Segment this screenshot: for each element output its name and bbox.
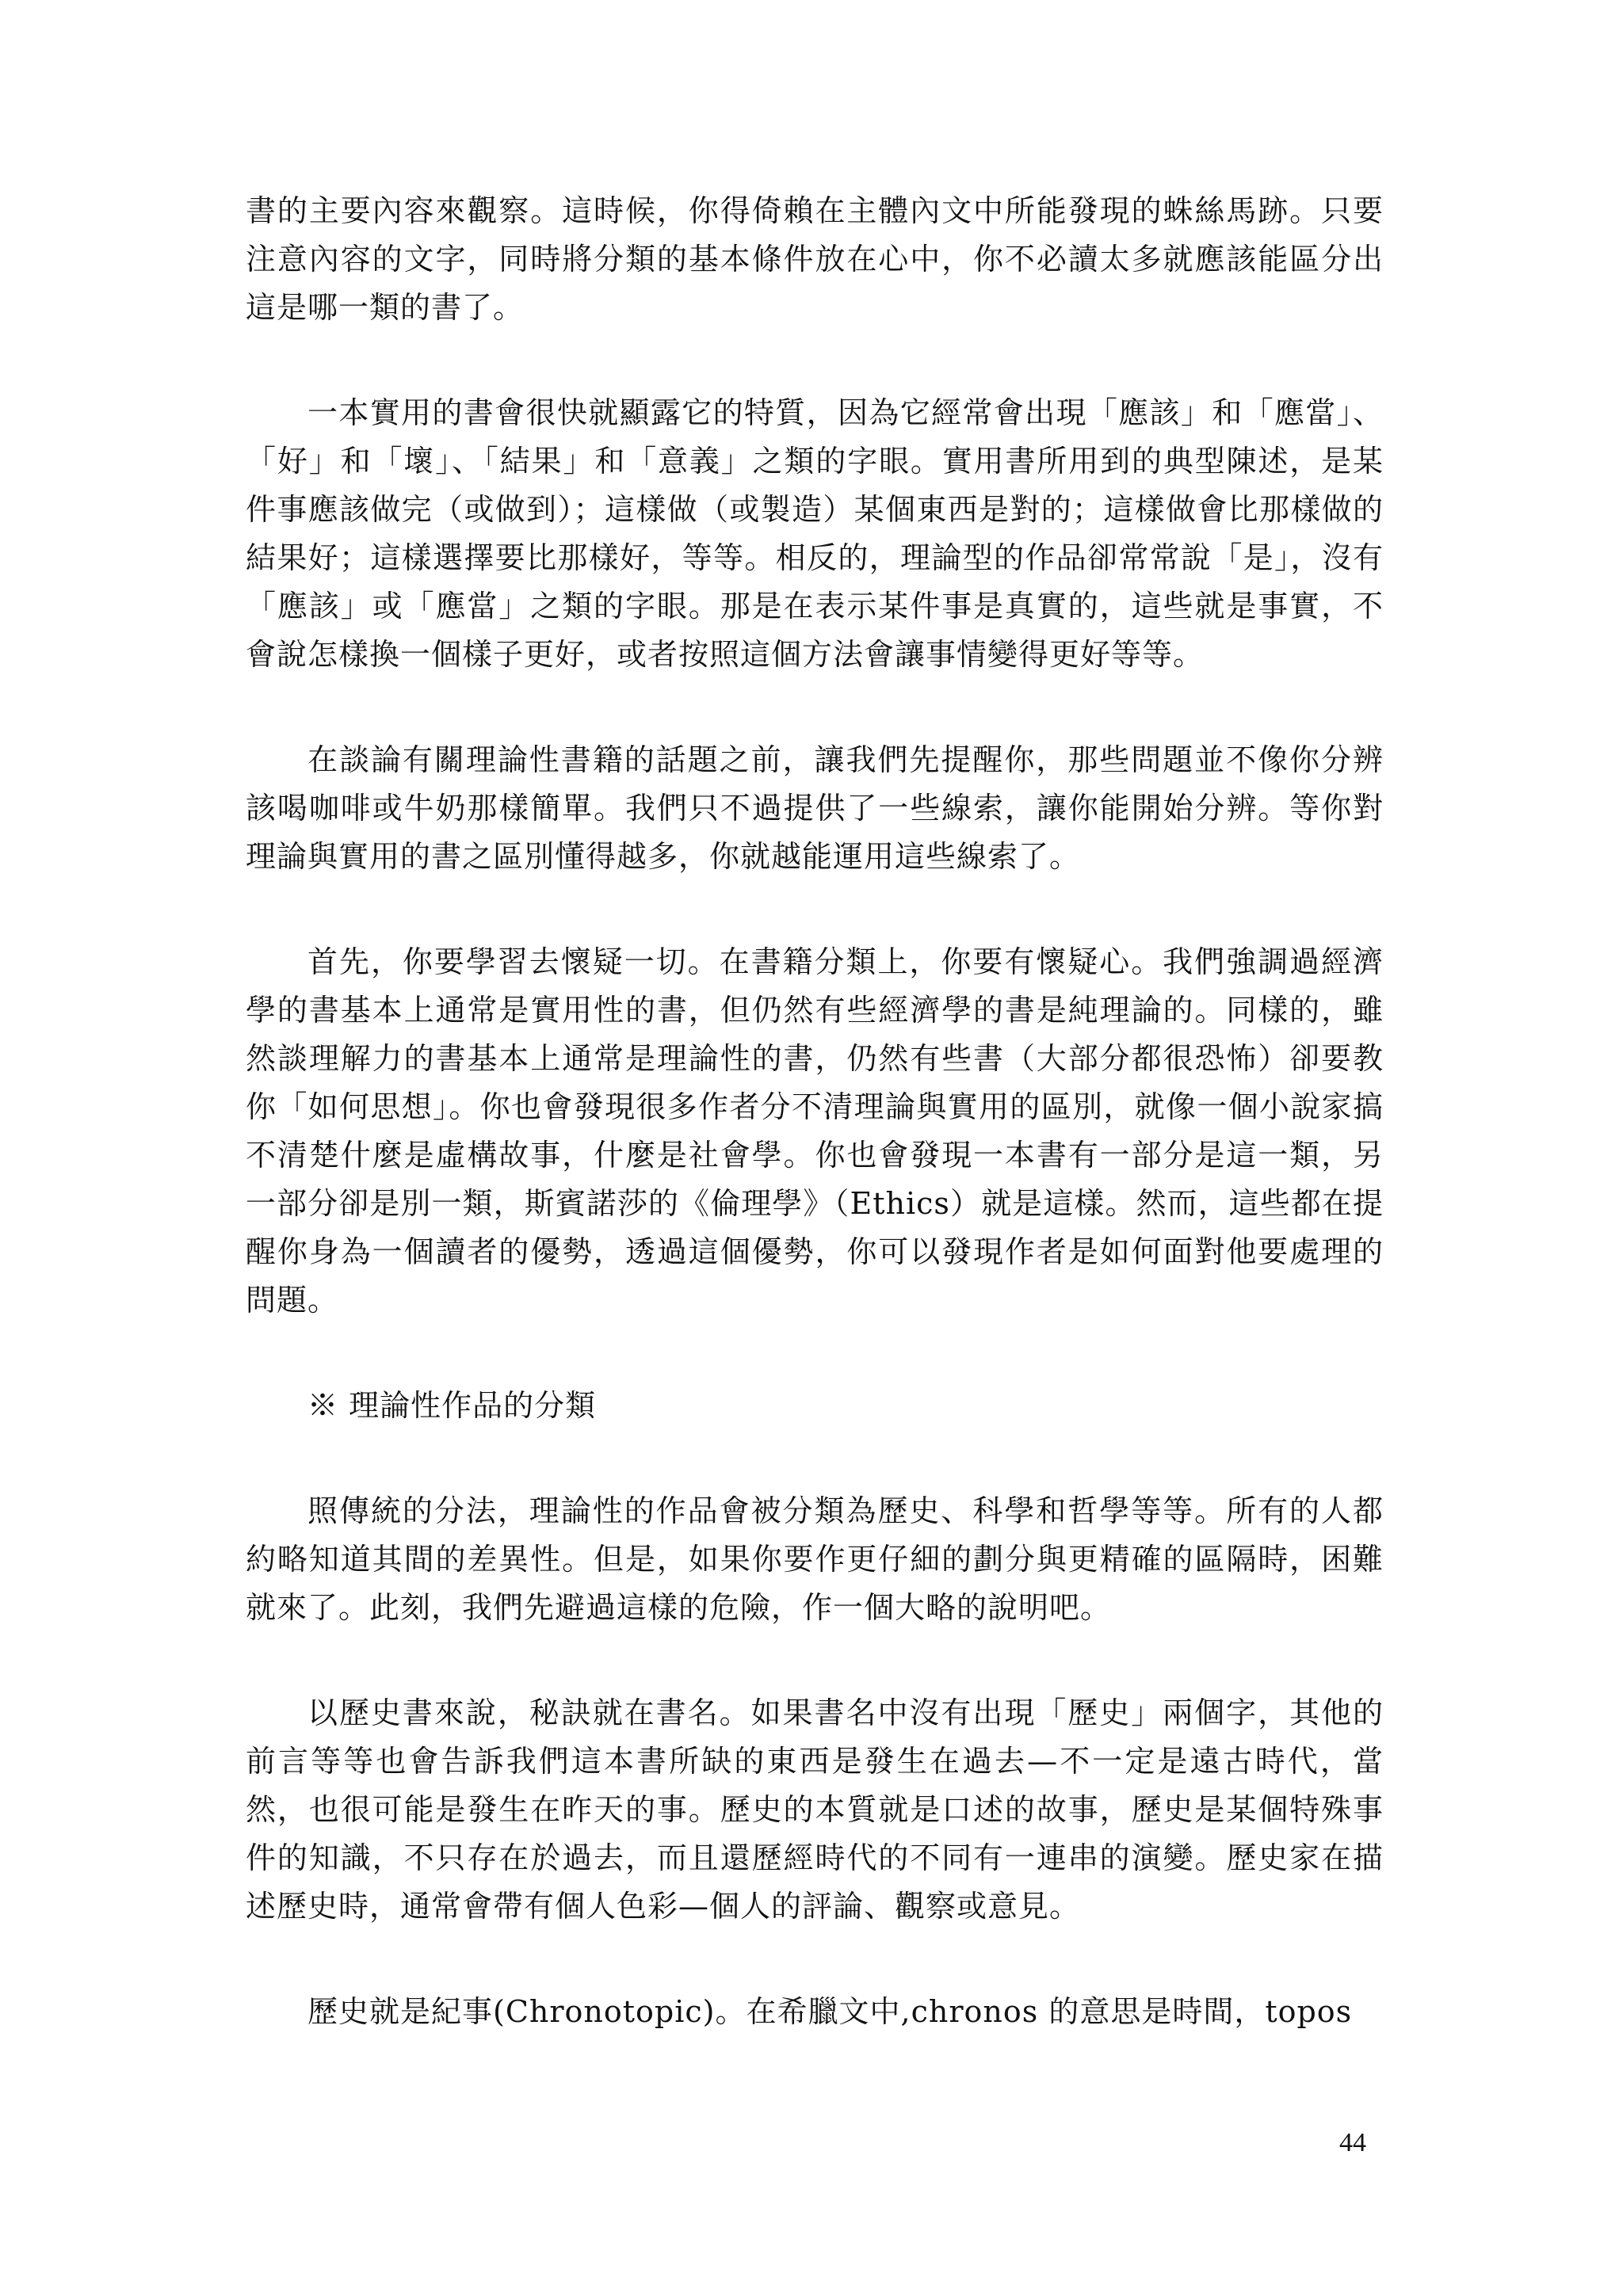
section-heading: ※ 理論性作品的分類 (307, 1388, 597, 1423)
page-number: 44 (1339, 2128, 1366, 2157)
paragraph-practical-books: 一本實用的書會很快就顯露它的特質，因為它經常會出現「應該」和「應當」、「好」和「壞」、「結果」和「意義」之類的字眼。實用書所用到的典型陳述，是某件事應該做完（或做到）；這樣做（或製造）某個東西是對的；這樣做會比那樣做的結果好；這樣選擇要比那樣好，等等。相反的，理論型的作品卻常常說「是」，沒有「應該」或「應當」之類的字眼。那是在表示某件事是真實的，這些就是事實，不會說怎樣換一個樣子更好，或者按照這個方法會讓事情變得更好等等。 (246, 395, 1384, 672)
paragraph-classification: 照傳統的分法，理論性的作品會被分類為歷史、科學和哲學等等。所有的人都約略知道其間的差異性。但是，如果你要作更仔細的劃分與更精確的區隔時，困難就來了。此刻，我們先避過這樣的危險，作一個大略的說明吧。 (246, 1493, 1384, 1625)
body-text (246, 187, 1384, 2093)
paragraph-continued: 書的主要內容來觀察。這時候，你得倚賴在主體內文中所能發現的蛛絲馬跡。只要注意內容的文字，同時將分類的基本條件放在心中，你不必讀太多就應該能區分出這是哪一類的書了。 (246, 193, 1384, 325)
paragraph-doubt: 首先，你要學習去懷疑一切。在書籍分類上，你要有懷疑心。我們強調過經濟學的書基本上通常是實用性的書，但仍然有些經濟學的書是純理論的。同樣的，雖然談理解力的書基本上通常是理論性的書，仍然有些書（大部分都很恐怖）卻要教你「如何思想」。你也會發現很多作者分不清理論與實用的區別，就像一個小說家搞不清楚什麼是虛構故事，什麼是社會學。你也會發現一本書有一部分是這一類，另一部分卻是別一類，斯賓諾莎的《倫理學》（Ethics）就是這樣。然而，這些都在提醒你身為一個讀者的優勢，透過這個優勢，你可以發現作者是如何面對他要處理的問題。 (246, 944, 1384, 1318)
paragraph-chronotopic: 歷史就是紀事(Chronotopic)。在希臘文中,chronos 的意思是時間，topos (307, 1994, 1353, 2029)
paragraph-history: 以歷史書來說，秘訣就在書名。如果書名中沒有出現「歷史」兩個字，其他的前言等等也會告訴我們這本書所缺的東西是發生在過去—不一定是遠古時代，當然，也很可能是發生在昨天的事。歷史的本質就是口述的故事，歷史是某個特殊事件的知識，不只存在於過去，而且還歷經時代的不同有一連串的演變。歷史家在描述歷史時，通常會帶有個人色彩—個人的評論、觀察或意見。 (246, 1695, 1384, 1924)
paragraph-reminder: 在談論有關理論性書籍的話題之前，讓我們先提醒你，那些問題並不像你分辨該喝咖啡或牛奶那樣簡單。我們只不過提供了一些線索，讓你能開始分辨。等你對理論與實用的書之區別懂得越多，你就越能運用這些線索了。 (246, 742, 1384, 874)
